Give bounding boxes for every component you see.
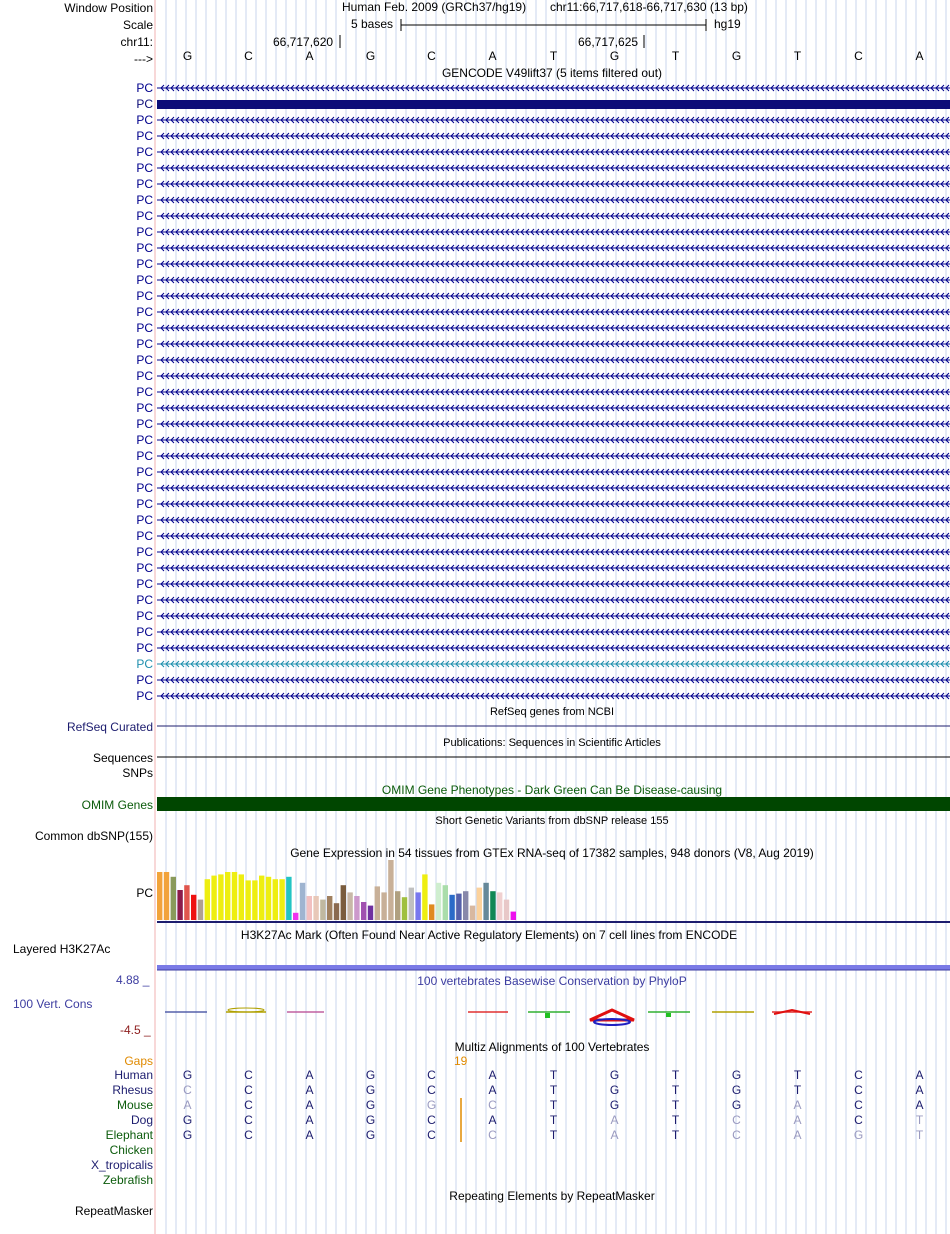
- gtex-tissue-bar: [211, 876, 216, 920]
- gtex-tissue-bar: [347, 892, 352, 920]
- strand-label: --->: [134, 52, 153, 66]
- gencode-row-label[interactable]: PC: [136, 401, 153, 415]
- gencode-row-label[interactable]: PC: [136, 225, 153, 239]
- gtex-tissue-bar: [300, 883, 305, 920]
- alignment-base: A: [488, 1083, 497, 1097]
- alignment-base: G: [365, 1128, 376, 1142]
- alignment-base: C: [183, 1083, 192, 1097]
- alignment-base: G: [365, 1068, 376, 1082]
- refseq-track-label[interactable]: RefSeq Curated: [66, 720, 153, 734]
- gtex-tissue-bar: [252, 880, 257, 920]
- alignment-base: A: [610, 1113, 619, 1127]
- alignment-base: T: [549, 1113, 558, 1127]
- gtex-tissue-bar: [409, 888, 414, 920]
- gtex-tissue-bar: [504, 900, 509, 920]
- gtex-tissue-bar: [334, 903, 339, 920]
- phylop-peak: [666, 1013, 671, 1017]
- gencode-row-label[interactable]: PC: [136, 561, 153, 575]
- gap-number: 19: [454, 1054, 468, 1068]
- phylop-max-value: 4.88 _: [116, 973, 150, 987]
- alignment-base: G: [609, 1068, 620, 1082]
- alignment-base: T: [549, 1128, 558, 1142]
- alignment-base: C: [427, 1128, 436, 1142]
- alignment-base: A: [305, 1068, 314, 1082]
- base-letter: C: [854, 49, 863, 63]
- gencode-row-label[interactable]: PC: [136, 113, 153, 127]
- species-label[interactable]: Rhesus: [112, 1083, 153, 1097]
- alignment-base: A: [183, 1098, 192, 1112]
- alignment-base: G: [365, 1113, 376, 1127]
- gtex-track-label[interactable]: PC: [136, 886, 153, 900]
- gencode-row-label[interactable]: PC: [136, 145, 153, 159]
- gencode-exon-block: [157, 100, 950, 109]
- gtex-tissue-bar: [327, 896, 332, 920]
- gtex-tissue-bar: [259, 876, 264, 920]
- alignment-base: A: [793, 1113, 802, 1127]
- alignment-base: C: [427, 1068, 436, 1082]
- gtex-tissue-bar: [198, 900, 203, 920]
- gencode-row-label[interactable]: PC: [136, 609, 153, 623]
- alignment-base: G: [609, 1098, 620, 1112]
- base-letter: A: [305, 49, 314, 63]
- gtex-tissue-bar: [497, 892, 502, 920]
- gencode-row-label[interactable]: PC: [136, 321, 153, 335]
- alignment-base: T: [915, 1113, 924, 1127]
- gencode-row-label[interactable]: PC: [136, 497, 153, 511]
- gtex-tissue-bar: [341, 885, 346, 920]
- alignment-base: A: [793, 1098, 802, 1112]
- alignment-base: T: [549, 1098, 558, 1112]
- gtex-tissue-bar: [293, 913, 298, 920]
- gencode-row-label[interactable]: PC: [136, 241, 153, 255]
- gtex-tissue-bar: [313, 896, 318, 920]
- gtex-tissue-bar: [273, 879, 278, 920]
- refseq-track-title[interactable]: RefSeq genes from NCBI: [489, 706, 615, 718]
- alignment-base: G: [365, 1098, 376, 1112]
- gencode-row-label[interactable]: PC: [136, 417, 153, 431]
- gencode-row-label[interactable]: PC: [136, 385, 153, 399]
- scale-db: hg19: [714, 17, 741, 31]
- alignment-base: T: [915, 1128, 924, 1142]
- base-letter: G: [609, 49, 620, 63]
- gencode-row-label[interactable]: PC: [136, 177, 153, 191]
- gtex-tissue-bar: [388, 860, 393, 920]
- alignment-base: G: [731, 1098, 742, 1112]
- species-label[interactable]: Human: [114, 1068, 153, 1082]
- gtex-tissue-bar: [157, 872, 162, 920]
- alignment-base: C: [244, 1098, 253, 1112]
- alignment-base: T: [549, 1083, 558, 1097]
- alignment-base: C: [854, 1113, 863, 1127]
- gencode-row-label[interactable]: PC: [136, 353, 153, 367]
- coordinate-tick-1: 66,717,620: [273, 35, 334, 49]
- publications-track-title[interactable]: Publications: Sequences in Scientific Articles: [443, 737, 661, 749]
- assembly-title: Human Feb. 2009 (GRCh37/hg19): [342, 0, 527, 14]
- publications-label-sequences[interactable]: Sequences: [92, 751, 153, 765]
- alignment-base: A: [793, 1128, 802, 1142]
- alignment-base: C: [854, 1083, 863, 1097]
- chrom-label: chr11:: [120, 35, 153, 49]
- gtex-tissue-bar: [477, 888, 482, 920]
- gtex-tissue-bar: [239, 874, 244, 920]
- h3k27ac-track-label[interactable]: Layered H3K27Ac: [13, 942, 111, 956]
- gencode-row-label[interactable]: PC: [136, 689, 153, 703]
- gencode-row-label[interactable]: PC: [136, 337, 153, 351]
- species-label[interactable]: Mouse: [116, 1098, 153, 1112]
- h3k27ac-signal: [157, 965, 950, 970]
- gtex-tissue-bar: [164, 872, 169, 920]
- alignment-base: C: [854, 1068, 863, 1082]
- gencode-row-label[interactable]: PC: [136, 433, 153, 447]
- gtex-tissue-bar: [470, 906, 475, 920]
- alignment-base: C: [488, 1098, 497, 1112]
- alignment-base: A: [488, 1113, 497, 1127]
- omim-track-title[interactable]: OMIM Gene Phenotypes - Dark Green Can Be Disease-causing: [381, 783, 723, 797]
- alignment-base: C: [427, 1083, 436, 1097]
- gencode-row-label[interactable]: PC: [136, 289, 153, 303]
- base-letter: G: [731, 49, 742, 63]
- alignment-base: T: [793, 1068, 802, 1082]
- alignment-base: G: [182, 1113, 193, 1127]
- gtex-tissue-bar: [456, 894, 461, 920]
- gencode-row-label[interactable]: PC: [136, 209, 153, 223]
- gtex-tissue-bar: [307, 896, 312, 920]
- alignment-base: G: [182, 1068, 193, 1082]
- gtex-tissue-bar: [171, 877, 176, 920]
- gencode-row-label[interactable]: PC: [136, 257, 153, 271]
- alignment-base: C: [732, 1113, 741, 1127]
- alignment-base: T: [671, 1113, 680, 1127]
- alignment-base: C: [244, 1068, 253, 1082]
- gtex-track-title[interactable]: Gene Expression in 54 tissues from GTEx RNA-seq of 17382 samples, 948 donors (V8, Aug 2019): [290, 846, 814, 860]
- alignment-base: T: [671, 1098, 680, 1112]
- base-letter: C: [427, 49, 436, 63]
- gtex-tissue-bar: [225, 872, 230, 920]
- gencode-row-label[interactable]: PC: [136, 129, 153, 143]
- repeatmasker-track-title[interactable]: Repeating Elements by RepeatMasker: [449, 1189, 655, 1203]
- alignment-base: G: [609, 1083, 620, 1097]
- dbsnp-track-label[interactable]: Common dbSNP(155): [34, 829, 153, 843]
- base-letter: G: [365, 49, 376, 63]
- alignment-base: A: [915, 1068, 924, 1082]
- gtex-tissue-bar: [375, 886, 380, 920]
- base-letter: C: [244, 49, 253, 63]
- gtex-tissue-bar: [354, 896, 359, 920]
- gencode-row-label[interactable]: PC: [136, 449, 153, 463]
- alignment-base: A: [305, 1083, 314, 1097]
- gencode-row-label[interactable]: PC: [136, 97, 153, 111]
- gtex-tissue-bar: [429, 904, 434, 920]
- alignment-base: T: [671, 1068, 680, 1082]
- alignment-base: A: [305, 1113, 314, 1127]
- phylop-peak: [545, 1013, 550, 1018]
- gtex-tissue-bar: [415, 892, 420, 920]
- gtex-tissue-bar: [422, 874, 427, 920]
- gtex-tissue-bar: [402, 897, 407, 920]
- gtex-tissue-bar: [511, 912, 516, 920]
- gtex-tissue-bar: [205, 879, 210, 920]
- gtex-tissue-bar: [279, 879, 284, 920]
- alignment-base: T: [793, 1083, 802, 1097]
- scale-label: Scale: [122, 18, 153, 32]
- gtex-tissue-bar: [361, 902, 366, 920]
- gtex-tissue-bar: [449, 895, 454, 920]
- gtex-tissue-bar: [436, 883, 441, 920]
- gencode-row-label[interactable]: PC: [136, 657, 153, 671]
- gencode-row-label[interactable]: PC: [136, 593, 153, 607]
- alignment-base: T: [671, 1083, 680, 1097]
- omim-track-label[interactable]: OMIM Genes: [81, 798, 153, 812]
- gtex-tissue-bar: [463, 891, 468, 920]
- gtex-tissue-bar: [177, 890, 182, 920]
- alignment-base: C: [854, 1098, 863, 1112]
- species-label[interactable]: Dog: [130, 1113, 153, 1127]
- base-letter: T: [793, 49, 802, 63]
- gencode-row-label[interactable]: PC: [136, 529, 153, 543]
- gencode-row-label[interactable]: PC: [136, 641, 153, 655]
- multiz-track-title[interactable]: Multiz Alignments of 100 Vertebrates: [454, 1040, 650, 1054]
- scale-text: 5 bases: [351, 17, 394, 31]
- gtex-tissue-bar: [395, 891, 400, 920]
- alignment-base: A: [915, 1098, 924, 1112]
- gtex-tissue-bar: [490, 891, 495, 920]
- omim-gene-block: [157, 797, 950, 811]
- gtex-tissue-bar: [483, 883, 488, 920]
- gencode-row-label[interactable]: PC: [136, 465, 153, 479]
- base-letter: A: [488, 49, 497, 63]
- dbsnp-track-title[interactable]: Short Genetic Variants from dbSNP release 155: [435, 815, 669, 827]
- gtex-tissue-bar: [184, 885, 189, 920]
- alignment-base: A: [610, 1128, 619, 1142]
- alignment-base: G: [182, 1128, 193, 1142]
- alignment-base: C: [488, 1128, 497, 1142]
- gencode-row-label[interactable]: PC: [136, 545, 153, 559]
- gencode-row-label[interactable]: PC: [136, 369, 153, 383]
- phylop-min-value: -4.5 _: [120, 1023, 151, 1037]
- gtex-tissue-bar: [320, 900, 325, 920]
- window-position-label: Window Position: [64, 1, 153, 15]
- gencode-row-label[interactable]: PC: [136, 81, 153, 95]
- base-letter: T: [549, 49, 558, 63]
- gencode-row-label[interactable]: PC: [136, 625, 153, 639]
- gtex-tissue-bar: [232, 872, 237, 920]
- base-letter: T: [671, 49, 680, 63]
- gtex-tissue-bar: [286, 877, 291, 920]
- phylop-high-peak-base: [594, 1019, 630, 1025]
- species-label[interactable]: Chicken: [109, 1143, 153, 1157]
- gencode-row-label[interactable]: PC: [136, 161, 153, 175]
- alignment-base: C: [244, 1113, 253, 1127]
- alignment-base: C: [244, 1128, 253, 1142]
- gtex-tissue-bar: [191, 895, 196, 920]
- coordinate-tick-2: 66,717,625: [578, 35, 639, 49]
- phylop-track-label[interactable]: 100 Vert. Cons: [13, 997, 93, 1011]
- gtex-tissue-bar: [443, 885, 448, 920]
- alignment-base: G: [853, 1128, 864, 1142]
- species-label[interactable]: Elephant: [105, 1128, 153, 1142]
- gtex-tissue-bar: [218, 874, 223, 920]
- alignment-base: G: [365, 1083, 376, 1097]
- gtex-tissue-bar: [245, 880, 250, 920]
- alignment-base: C: [427, 1113, 436, 1127]
- species-label[interactable]: X_tropicalis: [90, 1158, 153, 1172]
- gencode-row-label[interactable]: PC: [136, 673, 153, 687]
- position-readout: chr11:66,717,618-66,717,630 (13 bp): [550, 0, 748, 14]
- phylop-track-title[interactable]: 100 vertebrates Basewise Conservation by PhyloP: [417, 974, 687, 988]
- base-letter: A: [915, 49, 924, 63]
- alignment-base: A: [305, 1128, 314, 1142]
- alignment-base: G: [731, 1068, 742, 1082]
- alignment-base: A: [915, 1083, 924, 1097]
- alignment-base: A: [488, 1068, 497, 1082]
- gencode-track-title[interactable]: GENCODE V49lift37 (5 items filtered out): [441, 66, 663, 80]
- alignment-base: T: [671, 1128, 680, 1142]
- alignment-base: C: [732, 1128, 741, 1142]
- alignment-base: G: [731, 1083, 742, 1097]
- alignment-base: A: [305, 1098, 314, 1112]
- gtex-tissue-bar: [368, 906, 373, 920]
- base-letter: G: [182, 49, 193, 63]
- gencode-row-label[interactable]: PC: [136, 513, 153, 527]
- h3k27ac-track-title[interactable]: H3K27Ac Mark (Often Found Near Active Regulatory Elements) on 7 cell lines from ENCODE: [240, 928, 738, 942]
- gtex-tissue-bar: [266, 877, 271, 920]
- gencode-row-label[interactable]: PC: [136, 305, 153, 319]
- publications-label-snps[interactable]: SNPs: [122, 766, 153, 780]
- alignment-base: G: [426, 1098, 437, 1112]
- species-label[interactable]: Zebrafish: [102, 1173, 153, 1187]
- repeatmasker-track-label[interactable]: RepeatMasker: [74, 1204, 153, 1218]
- gencode-row-label[interactable]: PC: [136, 481, 153, 495]
- gencode-row-label[interactable]: PC: [136, 193, 153, 207]
- gencode-row-label[interactable]: PC: [136, 577, 153, 591]
- gtex-tissue-bar: [381, 892, 386, 920]
- gencode-row-label[interactable]: PC: [136, 273, 153, 287]
- alignment-base: T: [549, 1068, 558, 1082]
- alignment-base: C: [244, 1083, 253, 1097]
- gaps-label: Gaps: [124, 1054, 153, 1068]
